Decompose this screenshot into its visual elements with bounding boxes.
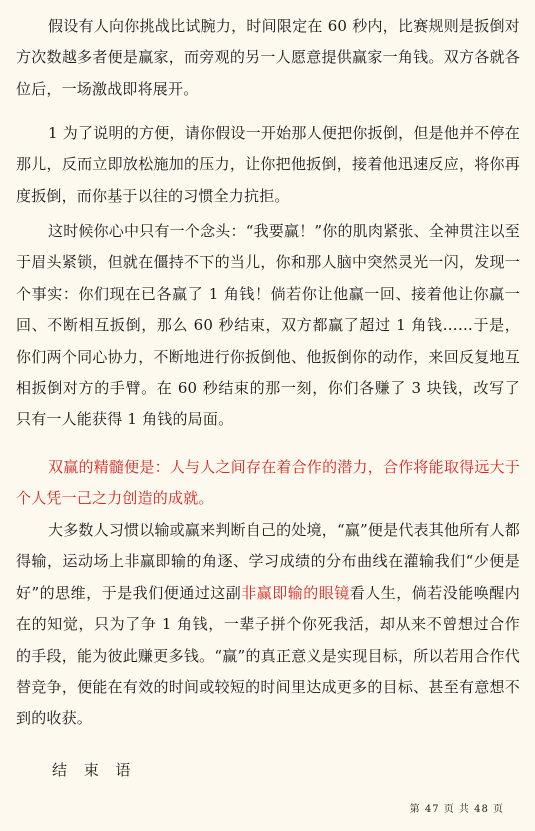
paragraph-text-before: 大多数人习惯以输或赢来判断自己的处境，“赢”便是代表其他所有人都得输，运动场上非赢即输的角逐、学习成绩的分布曲线在灌输我们“少便是好”的思维，于是我们便通过这副 — [16, 521, 520, 602]
paragraph-text-after: 看人生，倘若没能唤醒内在的知觉，只为了争 1 角钱，一辈子拼个你死我活，却从来不曾想过合作的手段，能为彼此赚更多钱。“赢”的真正意义是实现目标，所以若用合作代替竞争，便能在有效的时间或较短的时间里达成更多的目标、甚至有意想不到的收获。 — [16, 583, 521, 728]
page-number-footer: 第 47 页 共 48 页 — [409, 804, 504, 815]
paragraph-challenge-intro: 假设有人向你挑战比试腕力，时间限定在 60 秒内，比赛规则是扳倒对方次数越多者便是赢家，而旁观的另一人愿意提供赢家一角钱。双方各就各位后，一场激战即将展开。 — [16, 17, 520, 98]
highlighted-phrase: 非赢即输的眼镜 — [241, 583, 350, 602]
section-heading-conclusion: 结 束 语 — [52, 761, 137, 779]
paragraph-assumption: 1 为了说明的方便，请你假设一开始那人便把你扳倒，但是他并不停在那儿，反而立即放松施加的压力，让你把他扳倒，接着他迅速反应，将你再度扳倒，而你基于以往的习惯全力抗拒。 — [16, 124, 520, 205]
paragraph-win-lose-mindset — [16, 515, 520, 735]
paragraph-realization: 这时候你心中只有一个念头：“我要赢！”你的肌肉紧张、全神贯注以至于眉头紧锁，但就在僵持不下的当儿，你和那人脑中突然灵光一闪，发现一个事实：你们现在已各赢了 1 角钱！倘若你让他赢一回、接着他让你赢一回、不断相互扳倒，那么 60 秒结束，双方都赢了超过 1 角钱……于是，你们两个同心协力，不断地进行你扳倒他、他扳倒你的动作，来回反复地互相扳倒对方的手臂。在 60 秒结束的那一刻，你们各赚了 3 块钱，改写了只有一人能获得 1 角钱的局面。 — [16, 222, 520, 429]
paragraph-win-win-essence: 双赢的精髓便是：人与人之间存在着合作的潜力，合作将能取得远大于个人凭一己之力创造的成就。 — [16, 458, 520, 508]
